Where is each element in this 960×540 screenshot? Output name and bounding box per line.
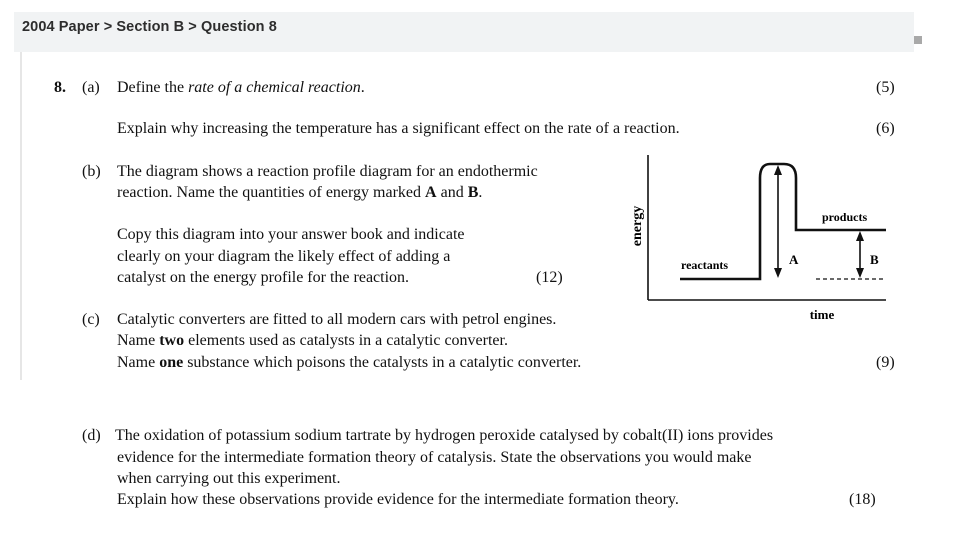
left-border bbox=[20, 52, 22, 380]
part-d-line3: when carrying out this experiment. bbox=[117, 470, 341, 487]
part-d-line2: evidence for the intermediate formation theory of catalysis. State the observations you would make bbox=[117, 449, 752, 466]
part-d-label: (d) bbox=[82, 427, 101, 444]
part-c-line3: Name one substance which poisons the catalysts in a catalytic converter. bbox=[117, 354, 582, 371]
corner-square-icon bbox=[914, 36, 922, 44]
arrow-b-head-up bbox=[856, 231, 864, 241]
part-a-line1: Define the rate of a chemical reaction. bbox=[117, 79, 365, 96]
question-number: 8. bbox=[54, 79, 66, 96]
part-b-line2: reaction. Name the quantities of energy marked A and B. bbox=[117, 184, 483, 201]
part-b-line1: The diagram shows a reaction profile diagram for an endothermic bbox=[117, 163, 538, 180]
part-b-line4: clearly on your diagram the likely effect of adding a bbox=[117, 248, 451, 265]
part-d-line1: The oxidation of potassium sodium tartrate by hydrogen peroxide catalysed by cobalt(II) ions provides bbox=[115, 427, 774, 444]
breadcrumb[interactable]: 2004 Paper > Section B > Question 8 bbox=[22, 19, 277, 35]
part-a-marks-2: (6) bbox=[876, 120, 895, 137]
arrow-a-label: A bbox=[789, 252, 799, 267]
part-a-marks-1: (5) bbox=[876, 79, 895, 96]
part-b-marks: (12) bbox=[536, 269, 563, 286]
part-b-line3: Copy this diagram into your answer book and indicate bbox=[117, 226, 465, 243]
y-axis-label: energy bbox=[630, 205, 645, 247]
arrow-a-head-up bbox=[774, 165, 782, 175]
part-a-label: (a) bbox=[82, 79, 100, 96]
arrow-a-head-down bbox=[774, 268, 782, 278]
part-c-line1: Catalytic converters are fitted to all modern cars with petrol engines. bbox=[117, 311, 557, 328]
part-b-label: (b) bbox=[82, 163, 101, 180]
arrow-b-head-down bbox=[856, 268, 864, 278]
products-label: products bbox=[822, 210, 868, 224]
part-d-line4: Explain how these observations provide evidence for the intermediate formation theory. bbox=[117, 491, 679, 508]
part-a-line2: Explain why increasing the temperature has a significant effect on the rate of a reaction. bbox=[117, 120, 680, 137]
arrow-b-label: B bbox=[870, 252, 879, 267]
reactants-label: reactants bbox=[681, 258, 729, 272]
part-c-line2: Name two elements used as catalysts in a catalytic converter. bbox=[117, 332, 508, 349]
part-c-marks: (9) bbox=[876, 354, 895, 371]
part-b-line5: catalyst on the energy profile for the reaction. bbox=[117, 269, 410, 286]
x-axis-label: time bbox=[809, 307, 835, 322]
part-c-label: (c) bbox=[82, 311, 100, 328]
reaction-profile-diagram bbox=[620, 150, 900, 325]
part-d-marks: (18) bbox=[849, 491, 876, 508]
